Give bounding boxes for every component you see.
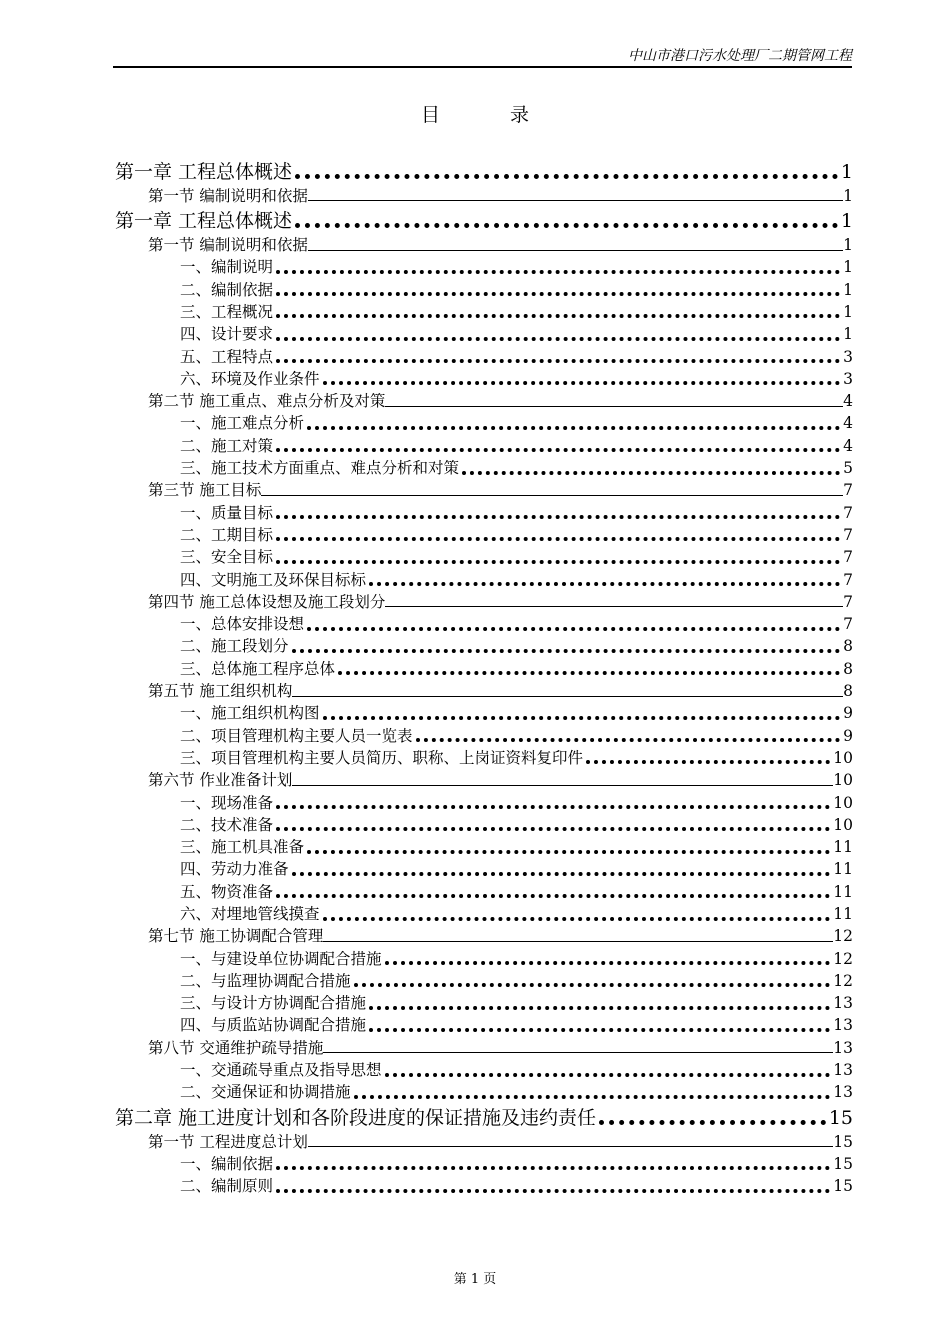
toc-entry[interactable]: [113, 278, 853, 300]
toc-entry-page: 7: [843, 570, 853, 589]
toc-entry[interactable]: [113, 300, 853, 322]
toc-entry-label: 第一章 工程总体概述: [115, 161, 293, 183]
toc-entry-page: 10: [833, 748, 853, 767]
toc-entry-label: 一、编制说明: [180, 258, 274, 277]
toc-leader: [308, 200, 843, 201]
toc-entry-label: 第三节 施工目标: [148, 481, 262, 500]
toc-entry[interactable]: [113, 1152, 853, 1174]
toc-entry-page: 7: [843, 592, 853, 611]
toc-entry-label: 第一节 工程进度总计划: [148, 1132, 308, 1151]
toc-entry-label: 第一章 工程总体概述: [115, 210, 293, 233]
page-number: 第 1 页: [453, 1272, 497, 1287]
toc-entry[interactable]: [113, 590, 853, 612]
toc-leader: [307, 426, 840, 430]
toc-entry-page: 15: [828, 1106, 853, 1129]
toc-leader: [276, 1189, 830, 1193]
toc-entry-label: 三、与设计方协调配合措施: [180, 994, 367, 1013]
toc-entry-label: 四、文明施工及环保目标标: [180, 570, 367, 589]
toc-entry-page: 7: [843, 615, 853, 634]
toc-entry-label: 三、施工机具准备: [180, 838, 305, 857]
toc-leader: [276, 314, 840, 318]
toc-entry[interactable]: [113, 568, 853, 590]
toc-entry-page: 12: [833, 927, 853, 946]
toc-entry[interactable]: [113, 791, 853, 813]
toc-leader: [323, 1052, 833, 1053]
toc-leader: [295, 174, 838, 179]
toc-entry-page: 4: [843, 414, 853, 433]
toc-entry[interactable]: [113, 1058, 853, 1080]
toc-entry-page: 1: [843, 325, 853, 344]
toc-leader: [276, 827, 830, 831]
toc-entry-label: 一、编制依据: [180, 1154, 274, 1173]
toc-entry-page: 10: [833, 793, 853, 812]
toc-leader: [354, 983, 831, 987]
toc-entry-page: 12: [833, 949, 853, 968]
toc-entry-label: 第五节 施工组织机构: [148, 682, 293, 701]
toc-entry[interactable]: [113, 635, 853, 657]
toc-entry-page: 13: [833, 1061, 853, 1080]
toc-entry-page: 1: [840, 210, 853, 233]
toc-entry-page: 8: [843, 682, 853, 701]
toc-entry-page: 12: [833, 971, 853, 990]
toc-entry-page: 13: [833, 1083, 853, 1102]
toc-entry[interactable]: [113, 456, 853, 478]
toc-entry[interactable]: [113, 412, 853, 434]
toc-leader: [261, 495, 843, 496]
toc-leader: [385, 961, 831, 965]
toc-entry[interactable]: [113, 345, 853, 367]
toc-leader: [292, 649, 841, 653]
toc-leader: [308, 1146, 833, 1147]
toc-leader: [338, 671, 840, 675]
toc-entry-page: 3: [843, 347, 853, 366]
toc-entry[interactable]: [113, 702, 853, 724]
toc-entry[interactable]: [113, 969, 853, 991]
toc-entry[interactable]: [113, 858, 853, 880]
toc-entry[interactable]: [113, 1103, 853, 1130]
toc-entry-page: 8: [843, 659, 853, 678]
toc-entry-page: 7: [843, 481, 853, 500]
toc-leader: [292, 696, 843, 697]
toc-entry-page: 9: [843, 726, 853, 745]
toc-entry-label: 一、交通疏导重点及指导思想: [180, 1061, 382, 1080]
toc-entry[interactable]: [113, 184, 853, 206]
toc-leader: [354, 1095, 831, 1099]
toc-entry-label: 第八节 交通维护疏导措施: [148, 1038, 324, 1057]
toc-leader: [292, 872, 831, 876]
toc-entry-label: 二、交通保证和协调措施: [180, 1083, 351, 1102]
toc-leader: [276, 894, 830, 898]
toc-entry[interactable]: [113, 523, 853, 545]
toc-entry-label: 四、劳动力准备: [180, 860, 289, 879]
toc-leader: [276, 448, 840, 452]
toc-entry[interactable]: [113, 612, 853, 634]
toc-entry-label: 二、施工对策: [180, 436, 274, 455]
toc-entry[interactable]: [113, 545, 853, 567]
toc-entry[interactable]: [113, 233, 853, 255]
toc-entry-label: 一、施工难点分析: [180, 414, 305, 433]
toc-entry-page: 10: [833, 815, 853, 834]
toc-entry-label: 第一节 编制说明和依据: [148, 236, 308, 255]
toc-entry[interactable]: [113, 813, 853, 835]
toc-leader: [462, 471, 840, 475]
toc-entry-label: 六、环境及作业条件: [180, 369, 320, 388]
toc-entry[interactable]: [113, 1036, 853, 1058]
toc-entry-label: 二、技术准备: [180, 815, 274, 834]
toc-entry-page: 11: [833, 882, 853, 901]
toc-entry-label: 三、总体施工程序总体: [180, 659, 336, 678]
toc-entry[interactable]: [113, 746, 853, 768]
toc-entry-label: 第七节 施工协调配合管理: [148, 927, 324, 946]
toc-entry-label: 二、与监理协调配合措施: [180, 971, 351, 990]
toc-entry-page: 7: [843, 525, 853, 544]
toc-leader: [276, 560, 840, 564]
toc-title: 目录: [420, 104, 599, 126]
toc-entry[interactable]: [113, 1014, 853, 1036]
toc-entry[interactable]: [113, 991, 853, 1013]
table-of-contents: [113, 157, 853, 1197]
toc-entry-label: 一、与建设单位协调配合措施: [180, 949, 382, 968]
toc-leader: [416, 738, 841, 742]
toc-entry-label: 三、工程概况: [180, 302, 274, 321]
toc-entry-label: 五、工程特点: [180, 347, 274, 366]
toc-leader: [276, 515, 840, 519]
toc-entry-page: 4: [843, 436, 853, 455]
toc-entry-page: 15: [833, 1177, 853, 1196]
toc-leader: [323, 941, 833, 942]
toc-entry-page: 9: [843, 704, 853, 723]
toc-leader: [369, 1028, 830, 1032]
toc-leader: [369, 1006, 830, 1010]
toc-entry-label: 六、对埋地管线摸查: [180, 905, 320, 923]
toc-entry-page: 11: [833, 860, 853, 879]
toc-entry-page: 13: [833, 994, 853, 1013]
toc-leader: [385, 406, 843, 407]
toc-entry-label: 一、质量目标: [180, 503, 274, 522]
toc-entry-label: 二、项目管理机构主要人员一览表: [180, 726, 413, 745]
toc-leader: [323, 381, 841, 385]
toc-entry-page: 3: [843, 369, 853, 388]
toc-leader: [276, 337, 840, 341]
toc-entry-page: 11: [833, 905, 853, 923]
toc-leader: [276, 537, 840, 541]
toc-leader: [599, 1120, 826, 1125]
toc-entry[interactable]: [113, 157, 853, 184]
toc-entry[interactable]: [113, 479, 853, 501]
toc-leader: [307, 627, 840, 631]
toc-entry[interactable]: [113, 206, 853, 233]
toc-entry[interactable]: [113, 902, 853, 924]
toc-entry[interactable]: [113, 434, 853, 456]
toc-entry[interactable]: [113, 322, 853, 344]
toc-entry-page: 8: [843, 637, 853, 656]
toc-entry-label: 四、与质监站协调配合措施: [180, 1016, 367, 1035]
toc-entry[interactable]: [113, 768, 853, 790]
toc-entry[interactable]: [113, 1130, 853, 1152]
toc-entry-label: 第二章 施工进度计划和各阶段进度的保证措施及违约责任: [115, 1106, 597, 1129]
toc-entry[interactable]: [113, 835, 853, 857]
toc-leader: [276, 359, 840, 363]
toc-entry-label: 第六节 作业准备计划: [148, 771, 293, 790]
toc-entry-label: 三、施工技术方面重点、难点分析和对策: [180, 459, 460, 478]
toc-entry-page: 10: [833, 771, 853, 790]
toc-leader: [276, 1166, 830, 1170]
toc-entry-label: 四、设计要求: [180, 325, 274, 344]
toc-entry-page: 7: [843, 548, 853, 567]
toc-entry-page: 1: [843, 186, 853, 205]
toc-entry-page: 11: [833, 838, 853, 857]
toc-entry[interactable]: [113, 880, 853, 902]
toc-entry-label: 三、项目管理机构主要人员简历、职称、上岗证资料复印件: [180, 748, 584, 767]
toc-entry-label: 一、施工组织机构图: [180, 704, 320, 723]
toc-entry-page: 1: [843, 280, 853, 299]
toc-entry-label: 二、工期目标: [180, 525, 274, 544]
toc-entry[interactable]: [113, 925, 853, 947]
toc-entry-label: 二、施工段划分: [180, 637, 289, 656]
toc-entry[interactable]: [113, 1174, 853, 1196]
toc-entry[interactable]: [113, 256, 853, 278]
toc-leader: [323, 917, 831, 921]
toc-leader: [307, 850, 830, 854]
toc-entry-label: 第二节 施工重点、难点分析及对策: [148, 392, 386, 411]
toc-leader: [295, 223, 838, 228]
toc-leader: [323, 716, 841, 720]
toc-entry-page: 15: [833, 1132, 853, 1151]
toc-entry-label: 第一节 编制说明和依据: [148, 186, 308, 205]
toc-entry[interactable]: [113, 657, 853, 679]
toc-entry-page: 7: [843, 503, 853, 522]
toc-leader: [308, 250, 843, 251]
toc-entry-label: 一、现场准备: [180, 793, 274, 812]
toc-entry-label: 五、物资准备: [180, 882, 274, 901]
toc-entry[interactable]: [113, 1081, 853, 1103]
toc-leader: [385, 1073, 831, 1077]
toc-entry[interactable]: [113, 501, 853, 523]
toc-leader: [276, 805, 830, 809]
running-header: 中山市港口污水处理厂二期管网工程: [628, 48, 852, 64]
toc-entry-label: 第四节 施工总体设想及施工段划分: [148, 592, 386, 611]
toc-entry[interactable]: [113, 389, 853, 411]
toc-entry[interactable]: [113, 679, 853, 701]
toc-entry-label: 二、编制原则: [180, 1177, 274, 1196]
toc-entry-page: 1: [843, 302, 853, 321]
toc-entry-page: 5: [843, 459, 853, 478]
toc-entry-page: 1: [840, 161, 853, 183]
toc-leader: [385, 606, 843, 607]
toc-entry-page: 15: [833, 1154, 853, 1173]
toc-entry-page: 13: [833, 1016, 853, 1035]
toc-entry-page: 13: [833, 1038, 853, 1057]
toc-entry-label: 三、安全目标: [180, 548, 274, 567]
toc-entry-page: 1: [843, 258, 853, 277]
toc-entry-label: 二、编制依据: [180, 280, 274, 299]
toc-leader: [586, 760, 830, 764]
toc-entry[interactable]: [113, 724, 853, 746]
toc-entry-label: 一、总体安排设想: [180, 615, 305, 634]
toc-entry-page: 1: [843, 236, 853, 255]
toc-entry[interactable]: [113, 947, 853, 969]
toc-leader: [276, 270, 840, 274]
header-rule: [113, 66, 852, 68]
toc-leader: [276, 292, 840, 296]
toc-leader: [292, 785, 833, 786]
toc-entry-page: 4: [843, 392, 853, 411]
toc-leader: [369, 582, 840, 586]
toc-entry[interactable]: [113, 367, 853, 389]
